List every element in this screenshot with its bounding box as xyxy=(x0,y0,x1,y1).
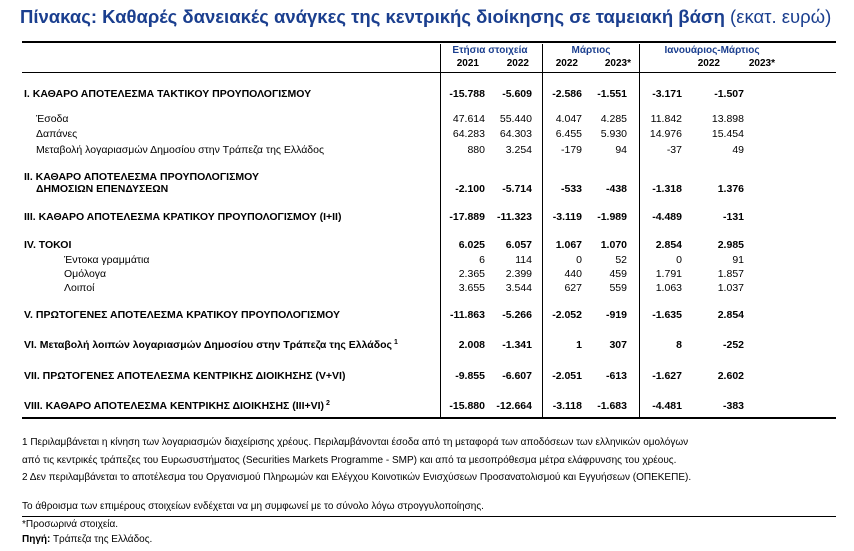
table-cell: 1.791 xyxy=(655,268,682,280)
row-label xyxy=(64,268,106,280)
header-year-3: 2022 xyxy=(555,58,578,69)
top-rule xyxy=(22,41,836,43)
table-cell: -1.318 xyxy=(652,183,682,195)
row-label xyxy=(24,88,311,100)
table-cell: -613 xyxy=(605,370,627,382)
row-label-text: VII. ΠΡΩΤΟΓΕΝΕΣ ΑΠΟΤΕΛΕΣΜΑ ΚΕΝΤΡΙΚΗΣ ΔΙΟΙΚΗΣΗΣ (V+VI) xyxy=(24,370,346,382)
footer-rule xyxy=(22,516,836,517)
table-cell: -3.118 xyxy=(552,400,582,412)
table-cell: 8 xyxy=(676,339,682,351)
table-row xyxy=(0,400,854,412)
table-cell: -5.609 xyxy=(502,88,532,100)
row-label-text: V. ΠΡΩΤΟΓΕΝΕΣ ΑΠΟΤΕΛΕΣΜΑ ΚΡΑΤΙΚΟΥ ΠΡΟΥΠΟΛΟΓΙΣΜΟΥ xyxy=(24,309,341,321)
table-cell: -12.664 xyxy=(496,400,532,412)
row-label xyxy=(36,113,68,125)
table-cell: 15.454 xyxy=(711,128,744,140)
table-cell: -4.481 xyxy=(652,400,682,412)
table-row xyxy=(0,211,854,223)
title-unit: (εκατ. ευρώ) xyxy=(730,6,832,27)
footnote-marker: 1 xyxy=(392,339,398,346)
table-row xyxy=(0,239,854,251)
row-label xyxy=(24,339,398,351)
table-cell: -15.880 xyxy=(449,400,485,412)
header-year-6: 2023* xyxy=(748,58,775,69)
table-cell: -252 xyxy=(722,339,744,351)
table-cell: 2.854 xyxy=(717,309,744,321)
header-group-march: Μάρτιος xyxy=(571,45,611,56)
table-cell: 55.440 xyxy=(499,113,532,125)
table-cell: -9.855 xyxy=(455,370,485,382)
footnote-2: 2 Δεν περιλαμβάνεται το αποτέλεσμα του Οργανισμού Πληρωμών και Ελέγχου Κοινοτικών Ενισχύσεων Προσανατολισμού και Εγγυήσεων (ΟΠΕΚΕΠΕ). xyxy=(22,472,692,483)
table-cell: -1.341 xyxy=(502,339,532,351)
table-cell: 2.854 xyxy=(655,239,682,251)
table-cell: 1.037 xyxy=(717,282,744,294)
table-cell: 4.285 xyxy=(600,113,627,125)
table-cell: 6.455 xyxy=(555,128,582,140)
table-cell: -5.266 xyxy=(502,309,532,321)
table-cell: -2.586 xyxy=(552,88,582,100)
table-cell: 880 xyxy=(467,144,485,156)
table-cell: 0 xyxy=(676,254,682,266)
row-label xyxy=(24,171,259,183)
row-label-text: IV. ΤΟΚΟΙ xyxy=(24,239,72,251)
table-cell: -3.171 xyxy=(652,88,682,100)
row-label-text: Έσοδα xyxy=(36,113,69,125)
table-cell: 4.047 xyxy=(555,113,582,125)
table-cell: -17.889 xyxy=(449,211,485,223)
header-year-4: 2023* xyxy=(604,58,631,69)
row-label xyxy=(36,128,77,140)
table-cell: 91 xyxy=(732,254,744,266)
table-cell: -2.052 xyxy=(552,309,582,321)
table-cell: 2.399 xyxy=(505,268,532,280)
table-cell: 6 xyxy=(479,254,485,266)
table-cell: 2.365 xyxy=(458,268,485,280)
source-text: Τράπεζα της Ελλάδος. xyxy=(50,534,153,545)
source-note xyxy=(22,534,152,546)
table-row xyxy=(0,171,854,195)
table-cell: -919 xyxy=(605,309,627,321)
table-cell: 1.376 xyxy=(717,183,744,195)
table-row xyxy=(0,113,854,125)
table-cell: 1.857 xyxy=(717,268,744,280)
table-cell: 6.057 xyxy=(505,239,532,251)
header-year-2: 2022 xyxy=(506,58,529,69)
row-label xyxy=(24,211,341,223)
table-cell: 1.063 xyxy=(655,282,682,294)
table-row xyxy=(0,339,854,351)
table-row xyxy=(0,282,854,294)
header-year-1: 2021 xyxy=(456,58,479,69)
table-cell: 5.930 xyxy=(600,128,627,140)
table-cell: -1.627 xyxy=(652,370,682,382)
table-cell: -1.635 xyxy=(652,309,682,321)
table-cell: 627 xyxy=(564,282,582,294)
table-row xyxy=(0,128,854,140)
footnote-1-line-2: από τις κεντρικές τράπεζες του Ευρωσυστήματος (Securities Markets Programme - SMP) και από τα μεσοπρόθεσμα μέτρα ελάφρυνσης του χρέους. xyxy=(22,455,677,466)
row-label xyxy=(64,254,149,266)
table-cell: -3.119 xyxy=(552,211,582,223)
bottom-rule xyxy=(22,417,836,419)
row-label-text: III. ΚΑΘΑΡΟ ΑΠΟΤΕΛΕΣΜΑ ΚΡΑΤΙΚΟΥ ΠΡΟΥΠΟΛΟΓΙΣΜΟΥ (I+II) xyxy=(24,211,342,223)
row-label-text: II. ΚΑΘΑΡΟ ΑΠΟΤΕΛΕΣΜΑ ΠΡΟΥΠΟΛΟΓΙΣΜΟΥ xyxy=(24,171,259,183)
table-cell: 440 xyxy=(564,268,582,280)
row-label-text: Λοιποί xyxy=(64,282,95,294)
table-cell: 49 xyxy=(732,144,744,156)
table-cell: -5.714 xyxy=(502,183,532,195)
table-cell: 2.008 xyxy=(458,339,485,351)
table-row xyxy=(0,88,854,100)
table-cell: 3.655 xyxy=(458,282,485,294)
header-group-annual: Ετήσια στοιχεία xyxy=(452,45,528,56)
table-cell: 3.254 xyxy=(505,144,532,156)
table-row xyxy=(0,144,854,156)
row-label-text: Δαπάνες xyxy=(36,128,78,140)
table-cell: -383 xyxy=(722,400,744,412)
table-cell: 307 xyxy=(609,339,627,351)
table-cell: 114 xyxy=(515,254,532,266)
table-cell: -15.788 xyxy=(449,88,485,100)
table-cell: -1.551 xyxy=(597,88,627,100)
table-row xyxy=(0,370,854,382)
table-cell: -533 xyxy=(560,183,582,195)
table-cell: 11.842 xyxy=(650,113,682,125)
table-cell: 2.985 xyxy=(717,239,744,251)
rounding-note: Το άθροισμα των επιμέρους στοιχείων ενδέχεται να μη συμφωνεί με το σύνολο λόγω στρογγυλοποίησης. xyxy=(22,501,484,512)
table-cell: 94 xyxy=(615,144,627,156)
table-cell: -1.683 xyxy=(597,400,627,412)
row-label-text: VIII. ΚΑΘΑΡΟ ΑΠΟΤΕΛΕΣΜΑ ΚΕΝΤΡΙΚΗΣ ΔΙΟΙΚΗΣΗΣ (III+VI) xyxy=(24,400,325,412)
row-label xyxy=(36,144,324,156)
table-cell: 2.602 xyxy=(717,370,744,382)
provisional-note: *Προσωρινά στοιχεία. xyxy=(22,519,119,530)
table-cell: -1.989 xyxy=(597,211,627,223)
table-cell: 1 xyxy=(576,339,582,351)
table-cell: -2.051 xyxy=(552,370,582,382)
table-cell: 459 xyxy=(609,268,627,280)
row-label xyxy=(24,400,330,412)
table-cell: -4.489 xyxy=(652,211,682,223)
page-title xyxy=(20,6,850,28)
table-row xyxy=(0,309,854,321)
footnote-1-line-1: 1 Περιλαμβάνεται η κίνηση των λογαριασμών διαχείρισης χρέους. Περιλαμβάνονται έσοδα από τη μεταφορά των αποδόσεων των ελληνικών ομολόγων xyxy=(22,437,689,448)
table-cell: 3.544 xyxy=(505,282,532,294)
row-label-text: I. ΚΑΘΑΡΟ ΑΠΟΤΕΛΕΣΜΑ ΤΑΚΤΙΚΟΥ ΠΡΟΥΠΟΛΟΓΙΣΜΟΥ xyxy=(24,88,312,100)
row-label-text: Ομόλογα xyxy=(64,268,107,280)
row-label-continuation: ΔΗΜΟΣΙΩΝ ΕΠΕΝΔΥΣΕΩΝ xyxy=(36,183,169,195)
title-main: Πίνακας: Καθαρές δανειακές ανάγκες της κεντρικής διοίκησης σε ταμειακή βάση xyxy=(20,6,725,27)
row-label-text: Έντοκα γραμμάτια xyxy=(64,254,150,266)
table-cell: -438 xyxy=(605,183,627,195)
header-group-jan-march: Ιανουάριος-Μάρτιος xyxy=(664,45,760,56)
table-cell: 52 xyxy=(615,254,627,266)
table-cell: -11.863 xyxy=(449,309,485,321)
header-rule xyxy=(22,72,836,73)
table-cell: -2.100 xyxy=(455,183,485,195)
row-label xyxy=(64,282,94,294)
row-label xyxy=(24,239,71,251)
table-cell: 1.070 xyxy=(600,239,627,251)
table-cell: 64.283 xyxy=(452,128,485,140)
table-cell: -179 xyxy=(560,144,582,156)
table-cell: -1.507 xyxy=(714,88,744,100)
table-cell: 64.303 xyxy=(499,128,532,140)
table-cell: 47.614 xyxy=(452,113,485,125)
footnote-marker: 2 xyxy=(324,400,330,407)
table-cell: 13.898 xyxy=(711,113,744,125)
table-row xyxy=(0,254,854,266)
table-cell: 6.025 xyxy=(458,239,485,251)
row-label-text: Μεταβολή λογαριασμών Δημοσίου στην Τράπεζα της Ελλάδος xyxy=(36,144,325,156)
table-cell: 0 xyxy=(576,254,582,266)
row-label-text: VI. Μεταβολή λοιπών λογαριασμών Δημοσίου στην Τράπεζα της Ελλάδος xyxy=(24,339,392,351)
source-label: Πηγή: xyxy=(22,534,51,545)
row-label xyxy=(24,370,345,382)
table-cell: -37 xyxy=(666,144,682,156)
table-cell: -131 xyxy=(722,211,744,223)
table-cell: 559 xyxy=(609,282,627,294)
table-cell: 1.067 xyxy=(555,239,582,251)
table-cell: 14.976 xyxy=(649,128,682,140)
table-cell: -6.607 xyxy=(502,370,532,382)
row-label xyxy=(24,309,340,321)
table-cell: -11.323 xyxy=(496,211,532,223)
header-year-5: 2022 xyxy=(697,58,720,69)
table-row xyxy=(0,268,854,280)
